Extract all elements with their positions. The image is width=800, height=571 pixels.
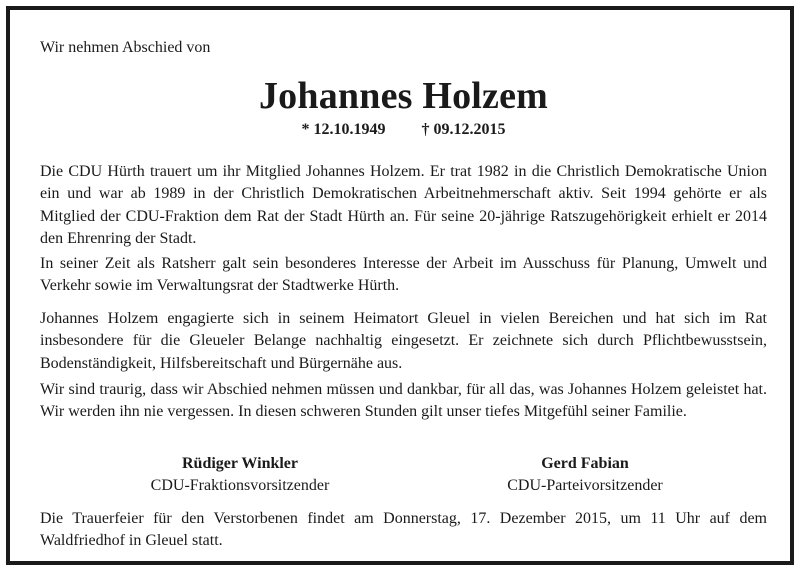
- paragraph-condolence: Wir sind traurig, dass wir Abschied nehmen müssen und dankbar, für all das, was Johannes Holzem geleistet hat. Wir werden ihn nie vergessen. In diesen schweren Stunden gilt unser tiefes Mitgefühl seiner Familie.: [40, 381, 767, 421]
- signatory-role: CDU-Parteivorsitzender: [507, 477, 663, 494]
- signature-block: [90, 453, 390, 497]
- deceased-name: Johannes Holzem: [258, 75, 549, 117]
- intro-text: Wir nehmen Abschied von: [40, 39, 211, 56]
- signatory-role: CDU-Fraktionsvorsitzender: [150, 477, 330, 494]
- life-dates: [40, 120, 767, 140]
- signatures: [40, 453, 767, 499]
- paragraph-membership: Die CDU Hürth trauert um ihr Mitglied Johannes Holzem. Er trat 1982 in die Christlich Demokratische Union ein und war ab 1989 in der Christlich Demokratischen Arbeitnehmerschaft aktiv. Seit 1994 gehörte er als Mitglied der CDU-Fraktion dem Rat der Stadt Hürth an. Für seine 20-jährige Ratszugehörigkeit erhielt er 2014 den Ehrenring der Stadt.: [40, 163, 767, 248]
- signatory-name: Rüdiger Winkler: [181, 455, 299, 472]
- signature-block: [435, 453, 735, 497]
- obituary-content: [40, 38, 767, 550]
- signatory-name: Gerd Fabian: [541, 455, 629, 472]
- death-date: † 09.12.2015: [421, 121, 506, 138]
- paragraph-council: In seiner Zeit als Ratsherr galt sein besonderes Interesse der Arbeit im Ausschuss für Planung, Umwelt und Verkehr sowie im Verwaltungsrat der Stadtwerke Hürth.: [40, 255, 767, 295]
- paragraph-engagement: Johannes Holzem engagierte sich in seinem Heimatort Gleuel in vielen Bereichen und hat sich im Rat insbesondere für die Gleueler Belange nachhaltig eingesetzt. Er zeichnete sich durch Pflichtbewusstsein, Bodenständigkeit, Hilfsbereitschaft und Bürgernähe aus.: [40, 310, 767, 372]
- funeral-notice: Die Trauerfeier für den Verstorbenen findet am Donnerstag, 17. Dezember 2015, um 11 Uhr auf dem Waldfriedhof in Gleuel statt.: [40, 510, 767, 550]
- obituary-frame: [6, 6, 794, 565]
- birth-date: * 12.10.1949: [301, 121, 386, 138]
